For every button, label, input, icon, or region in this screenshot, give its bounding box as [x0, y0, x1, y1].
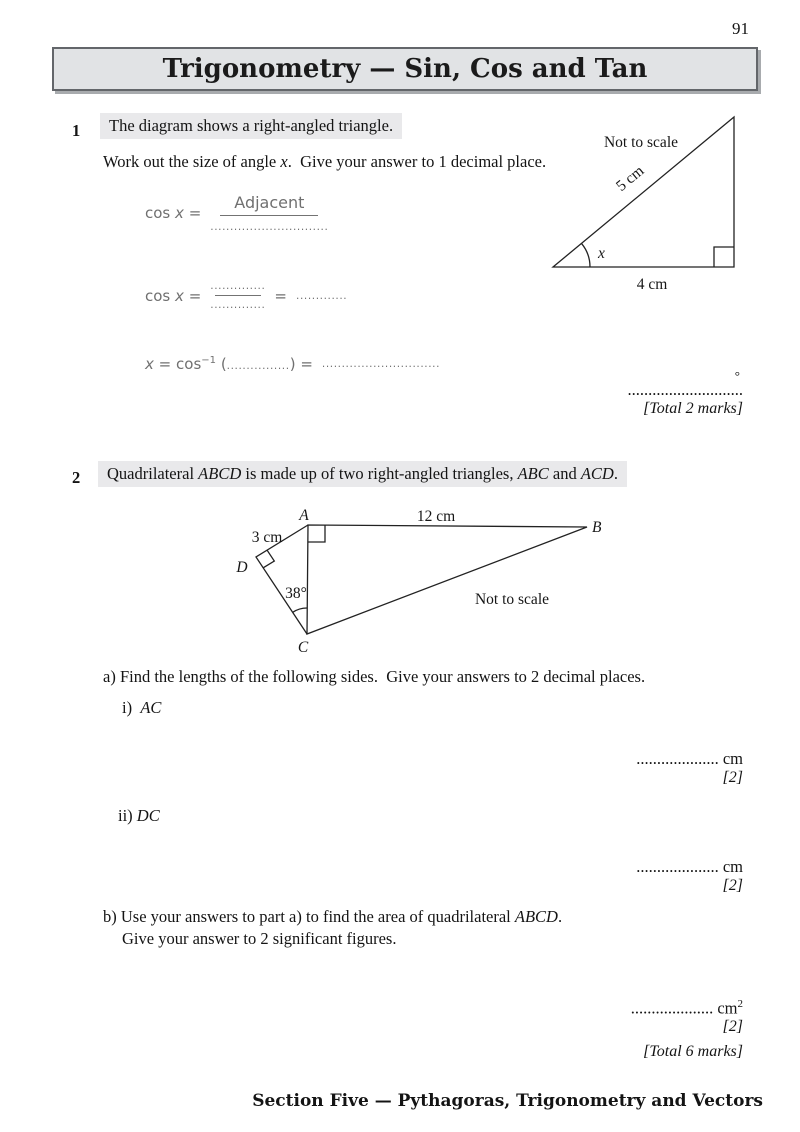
q2-part-b-seg1: Use your answers to part a) to find the area of quadrilateral: [120, 907, 515, 926]
q2-right-angle-marker-a: [308, 525, 325, 542]
q1-instruction-var: x: [280, 152, 288, 171]
q2-b-marks: [2]: [722, 1018, 743, 1036]
q2-part-ai-label: i): [122, 698, 133, 717]
q1-formula-2: [145, 280, 347, 311]
q1-f2-numerator-blank: ..............: [210, 280, 266, 292]
q1-total-marks: [Total 2 marks]: [643, 399, 743, 417]
q1-formula-1: [145, 193, 328, 233]
q1-angle-arc: [582, 243, 591, 267]
q2-angle-arc-c: [293, 608, 308, 612]
q1-triangle-diagram: [545, 108, 755, 298]
q2-b-unit-exponent: 2: [737, 998, 743, 1010]
q2-aii-unit: cm: [718, 857, 743, 876]
q2-part-ai-side: AC: [140, 698, 162, 717]
q1-f2-denominator-blank: ..............: [210, 299, 266, 311]
q2-part-b-seg2: .: [557, 907, 563, 926]
q2-part-ai: [122, 698, 161, 718]
q2-prompt-seg3: and: [548, 464, 581, 483]
q1-f3-result-blank: ..............................: [321, 358, 441, 370]
q2-angle-38-label: 38°: [285, 585, 307, 602]
q2-b-answer-area: [631, 998, 743, 1061]
q1-instruction-part2: . Give your answer to 1 decimal place.: [287, 152, 547, 171]
q2-number: 2: [72, 468, 81, 487]
q2-part-aii: [118, 806, 160, 826]
q2-total-marks: [Total 6 marks]: [643, 1042, 743, 1060]
q1-f2-fraction: [210, 280, 265, 311]
q1-f1-numerator: Adjacent: [220, 193, 318, 216]
q2-vertex-c-label: C: [297, 639, 309, 656]
q2-vertex-b-label: B: [592, 519, 602, 536]
q1-not-to-scale-label: Not to scale: [603, 134, 679, 151]
q2-vertex-a-label: A: [299, 507, 309, 524]
q2-ai-answer-area: [636, 750, 743, 787]
q2-prompt-seg2: is made up of two right-angled triangles,: [241, 464, 518, 483]
q2-vertex-d-label: D: [236, 559, 248, 576]
q2-part-a-text: Find the lengths of the following sides. Give your answers to 2 decimal places.: [119, 667, 646, 686]
q1-f2-fraction-bar: [215, 295, 261, 296]
q1-f3-exponent: −1: [201, 355, 217, 366]
q2-quadrilateral-diagram: [230, 505, 620, 660]
q2-part-b-label: b): [103, 907, 117, 926]
q2-b-answer-blank: ....................: [630, 998, 714, 1018]
q1-instruction: [103, 152, 546, 172]
q2-prompt-abcd: ABCD: [198, 464, 242, 483]
q1-hypotenuse-label: 5 cm: [612, 162, 648, 195]
q2-prompt-seg4: .: [613, 464, 618, 483]
q2-ab-length-label: 12 cm: [416, 508, 456, 525]
q1-number: 1: [72, 121, 81, 140]
q2-da-length-label: 3 cm: [251, 529, 283, 546]
q1-instruction-part1: Work out the size of angle: [103, 152, 281, 171]
q2-prompt-abc: ABC: [517, 464, 549, 483]
q2-right-angle-marker-d: [263, 550, 274, 568]
q2-ai-answer-blank: ....................: [636, 749, 719, 768]
title-banner: [52, 47, 758, 91]
q1-formula-3: [145, 355, 440, 373]
q2-part-aii-label: ii): [118, 806, 133, 825]
q1-f1-lhs: cos x =: [145, 204, 202, 222]
page-number: 91: [732, 19, 749, 38]
q2-prompt-seg1: Quadrilateral: [107, 464, 199, 483]
q1-base-label: 4 cm: [636, 276, 668, 293]
q1-f1-denominator-blank: ..............................: [210, 221, 329, 233]
q2-prompt-acd: ACD: [580, 464, 614, 483]
q1-prompt: The diagram shows a right-angled triangle.: [100, 113, 402, 139]
q2-b-unit: cm: [713, 998, 738, 1018]
q1-f1-fraction: [210, 193, 328, 233]
q1-answer-area: [627, 368, 744, 418]
q2-aii-answer-area: [636, 858, 743, 895]
page-title: Trigonometry — Sin, Cos and Tan: [162, 54, 648, 84]
q1-right-angle-marker: [714, 247, 734, 267]
q2-part-b-line2: Give your answer to 2 significant figures.: [122, 929, 397, 948]
q2-ai-unit: cm: [718, 749, 743, 768]
q1-f2-result-blank: .............: [296, 289, 348, 302]
q2-not-to-scale-label: Not to scale: [474, 591, 550, 608]
q2-part-a-label: a): [103, 667, 116, 686]
q1-answer-blank: ............................: [627, 380, 743, 399]
q2-part-b-abcd: ABCD: [514, 907, 558, 926]
section-footer: Section Five — Pythagoras, Trigonometry and Vectors: [252, 1091, 763, 1111]
q1-f3-inner-blank: ................: [226, 360, 290, 372]
q2-triangle-abc: [307, 525, 587, 634]
q2-part-aii-side: DC: [136, 806, 160, 825]
q1-f2-equals: =: [274, 286, 287, 305]
q1-f2-lhs: cos x =: [145, 286, 202, 305]
q1-angle-x-label: x: [598, 245, 605, 262]
q2-part-a: [103, 667, 645, 687]
q1-degree-symbol: °: [734, 368, 740, 383]
q2-part-b-line1: [103, 907, 562, 927]
q2-ai-marks: [2]: [722, 768, 743, 786]
q1-f3-lhs: $x = \cos^{-1}$ (................) =: [145, 355, 313, 373]
q2-prompt: [98, 461, 627, 487]
q2-aii-answer-blank: ....................: [636, 857, 719, 876]
q2-aii-marks: [2]: [722, 876, 743, 894]
